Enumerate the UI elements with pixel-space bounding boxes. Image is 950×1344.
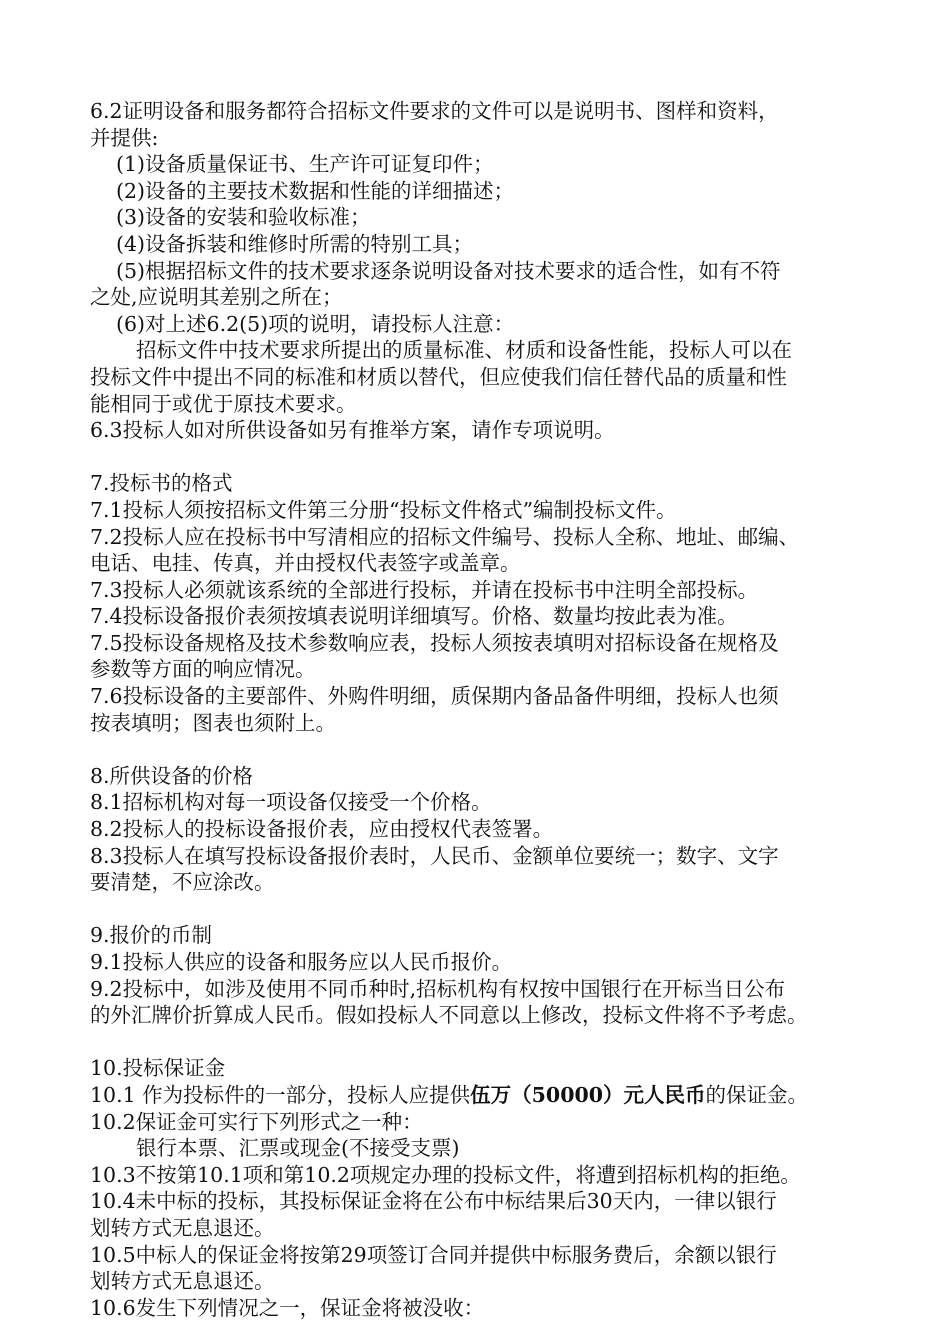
paragraph-line: 划转方式无息退还。 [90,1215,275,1240]
deposit-amount: 伍万（50000）元人民币 [470,1082,706,1107]
blank-line [90,896,880,923]
paragraph-line: 招标文件中技术要求所提出的质量标准、材质和设备性能，投标人可以在 [136,338,792,363]
section-heading: 8.所供设备的价格 [90,763,254,788]
list-item: (5)根据招标文件的技术要求逐条说明设备对技术要求的适合性，如有不符 [116,258,781,283]
document-page [90,98,880,1321]
paragraph-line: 参数等方面的响应情况。 [90,657,316,682]
paragraph-line: 之处,应说明其差别之所在； [90,285,343,310]
paragraph-line: 银行本票、汇票或现金(不接受支票) [136,1136,460,1161]
list-item: (6)对上述6.2(5)项的说明，请投标人注意： [116,311,515,336]
paragraph-line: 10.4未中标的投标，其投标保证金将在公布中标结果后30天内，一律以银行 [90,1189,777,1214]
paragraph-line: 10.3不按第10.1项和第10.2项规定办理的投标文件，将遭到招标机构的拒绝。 [90,1162,801,1187]
list-item: (3)设备的安装和验收标准； [116,205,371,230]
blank-line [90,1029,880,1056]
list-item: (4)设备拆装和维修时所需的特别工具； [116,231,474,256]
paragraph-line: 6.2证明设备和服务都符合招标文件要求的文件可以是说明书、图样和资料， [90,99,779,123]
paragraph-line: 7.2投标人应在投标书中写清相应的招标文件编号、投标人全称、地址、邮编、 [90,524,800,549]
blank-line [90,444,880,471]
paragraph-line: 10.6发生下列情况之一，保证金将被没收： [90,1295,485,1320]
paragraph-line: 按表填明；图表也须附上。 [90,710,336,735]
paragraph-line: 划转方式无息退还。 [90,1269,275,1294]
paragraph-line: 9.1投标人供应的设备和服务应以人民币报价。 [90,950,513,974]
paragraph-line: 7.3投标人必须就该系统的全部进行投标，并请在投标书中注明全部投标。 [90,577,759,602]
paragraph-line: 电话、电挂、传真，并由授权代表签字或盖章。 [90,551,521,576]
section-heading: 10.投标保证金 [90,1056,226,1081]
section-heading: 9.报价的币制 [90,923,213,948]
paragraph-line: 6.3投标人如对所供设备如另有推举方案，请作专项说明。 [90,418,615,443]
paragraph-line: 投标文件中提出不同的标准和材质以替代，但应使我们信任替代品的质量和性 [90,364,787,389]
text-run: 10.1 作为投标件的一部分，投标人应提供 [90,1082,471,1107]
list-item: (2)设备的主要技术数据和性能的详细描述； [116,178,515,203]
paragraph-line: 7.5投标设备规格及技术参数响应表，投标人须按表填明对招标设备在规格及 [90,630,779,655]
paragraph-line: 要清楚，不应涂改。 [90,870,275,895]
paragraph-line: 10.5中标人的保证金将按第29项签订合同并提供中标服务费后，余额以银行 [90,1242,777,1267]
blank-line [90,736,880,763]
list-item: (1)设备质量保证书、生产许可证复印件； [116,152,494,177]
paragraph-line: 8.2投标人的投标设备报价表，应由授权代表签署。 [90,817,554,842]
section-heading: 7.投标书的格式 [90,471,233,496]
paragraph-line: 的外汇牌价折算成人民币。假如投标人不同意以上修改，投标文件将不予考虑。 [90,1003,808,1028]
paragraph-line: 8.1招标机构对每一项设备仅接受一个价格。 [90,790,492,815]
text-run: 的保证金。 [705,1082,808,1107]
paragraph-line: 8.3投标人在填写投标设备报价表时，人民币、金额单位要统一；数字、文字 [90,843,779,868]
paragraph-line: 并提供: [90,125,159,150]
paragraph-line: 能相同于或优于原技术要求。 [90,391,357,416]
paragraph-line: 7.1投标人须按招标文件第三分册“投标文件格式”编制投标文件。 [90,497,677,522]
paragraph-line [90,1082,880,1109]
paragraph-line: 7.6投标设备的主要部件、外购件明细，质保期内备品备件明细，投标人也须 [90,684,779,709]
paragraph-line: 7.4投标设备报价表须按填表说明详细填写。价格、数量均按此表为准。 [90,604,738,629]
paragraph-line: 9.2投标中，如涉及使用不同币种时,招标机构有权按中国银行在开标当日公布 [90,976,786,1001]
paragraph-line: 10.2保证金可实行下列形式之一种： [90,1109,423,1134]
